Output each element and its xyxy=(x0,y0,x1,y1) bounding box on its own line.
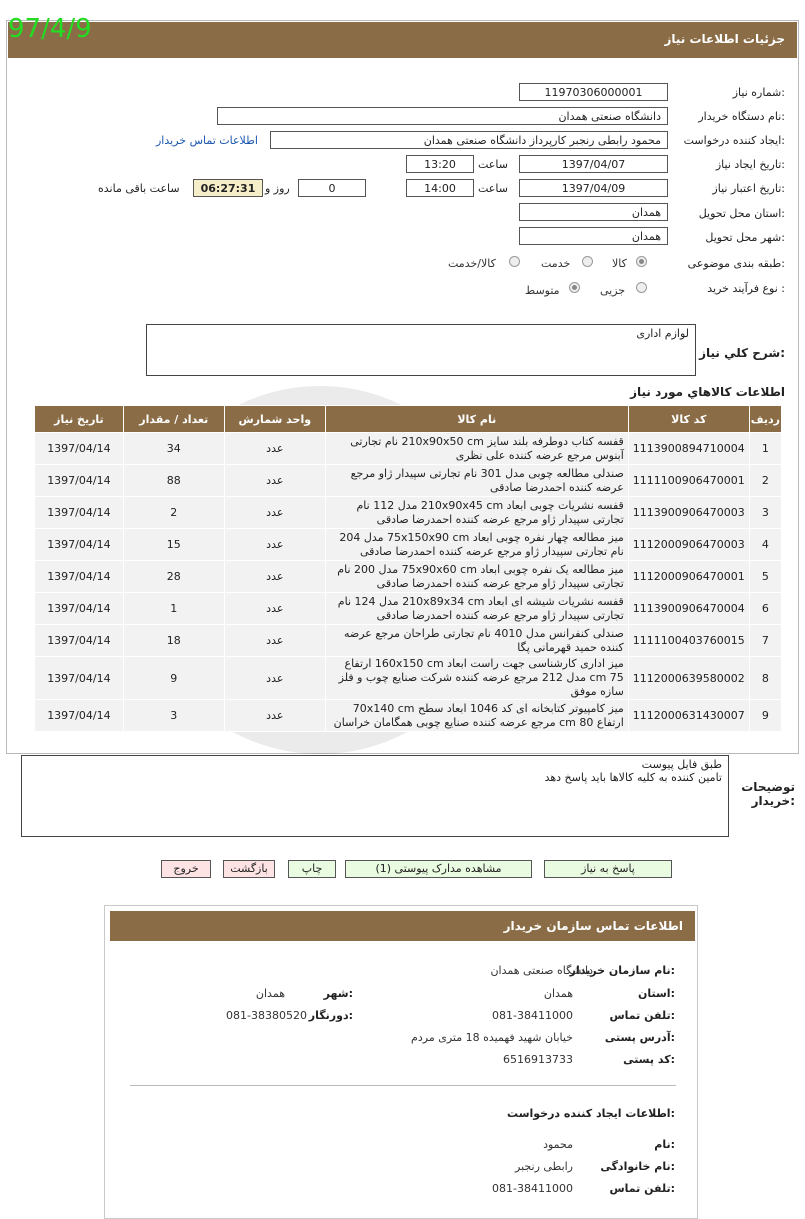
province-label: استان محل تحویل: xyxy=(698,207,785,220)
purchase-radio-minor[interactable] xyxy=(636,282,647,293)
panel-title: جزئیات اطلاعات نیاز xyxy=(664,32,785,46)
category-radio-service[interactable] xyxy=(582,256,593,267)
category-option-goods-service: کالا/خدمت xyxy=(448,257,496,270)
creator-first-name-value: محمود xyxy=(543,1138,573,1151)
item-need-date: 1397/04/14 xyxy=(35,497,124,529)
contact-phone-label: تلفن تماس: xyxy=(609,1009,675,1022)
item-unit: عدد xyxy=(224,465,325,497)
buyer-contact-link[interactable]: اطلاعات تماس خریدار xyxy=(156,134,258,147)
description-label: شرح کلي نياز: xyxy=(699,346,785,360)
contact-postal-value: 6516913733 xyxy=(503,1053,573,1066)
item-unit: عدد xyxy=(224,593,325,625)
contact-org-value: دانشگاه صنعتی همدان xyxy=(490,964,593,977)
items-table-header xyxy=(35,406,782,433)
date-stamp: 97/4/9 xyxy=(8,14,92,44)
respond-button[interactable]: پاسخ به نیاز xyxy=(544,860,672,878)
column-header-unit: واحد شمارش xyxy=(224,406,325,433)
back-button[interactable]: بازگشت xyxy=(223,860,275,878)
items-table xyxy=(34,405,782,732)
item-need-date: 1397/04/14 xyxy=(35,529,124,561)
view-attachments-button[interactable]: مشاهده مدارک پیوستی (1) xyxy=(345,860,532,878)
buyer-notes-label-line2: خریدار: xyxy=(751,794,795,808)
province-field: همدان xyxy=(519,203,668,221)
buyer-org-label: نام دستگاه خریدار: xyxy=(698,110,785,123)
remaining-label: ساعت باقی مانده xyxy=(98,182,180,195)
need-number-field: 11970306000001 xyxy=(519,83,668,101)
row-number: 5 xyxy=(749,561,781,593)
item-name: میز مطالعه چهار نفره چوبی ابعاد 75x150x90 cm مدل 204 نام تجارتی سپیدار ژاو مرجع عرضه کننده احمدرضا صادقی xyxy=(325,529,628,561)
row-number: 3 xyxy=(749,497,781,529)
item-code: 1113900894710004 xyxy=(628,433,749,465)
item-quantity: 9 xyxy=(123,657,224,700)
column-header-row-number: ردیف xyxy=(749,406,781,433)
item-need-date: 1397/04/14 xyxy=(35,625,124,657)
category-option-service: خدمت xyxy=(541,257,571,270)
buyer-notes-line1: طبق فایل پیوست xyxy=(641,758,722,771)
column-header-quantity: تعداد / مقدار xyxy=(123,406,224,433)
city-field: همدان xyxy=(519,227,668,245)
column-header-item-code: کد کالا xyxy=(628,406,749,433)
buyer-org-field: دانشگاه صنعتی همدان xyxy=(217,107,668,125)
creator-info-title: اطلاعات ایجاد کننده درخواست: xyxy=(507,1107,675,1120)
item-need-date: 1397/04/14 xyxy=(35,593,124,625)
item-quantity: 18 xyxy=(123,625,224,657)
contact-province-value: همدان xyxy=(543,987,573,1000)
row-number: 6 xyxy=(749,593,781,625)
contact-fax-label: دورنگار: xyxy=(308,1009,353,1022)
table-row xyxy=(35,625,782,657)
remaining-time-field: 06:27:31 xyxy=(193,179,263,197)
item-unit: عدد xyxy=(224,700,325,732)
category-radio-goods-service[interactable] xyxy=(509,256,520,267)
item-need-date: 1397/04/14 xyxy=(35,433,124,465)
contact-address-label: آدرس پستی: xyxy=(604,1031,675,1044)
item-quantity: 15 xyxy=(123,529,224,561)
item-quantity: 3 xyxy=(123,700,224,732)
row-number: 4 xyxy=(749,529,781,561)
table-row xyxy=(35,700,782,732)
valid-time-label: ساعت xyxy=(478,182,508,195)
buyer-contact-title: اطلاعات تماس سازمان خریدار xyxy=(503,919,683,933)
buyer-notes-textarea xyxy=(21,755,729,837)
contact-fax-value: 081-38380520 xyxy=(226,1009,307,1022)
item-quantity: 34 xyxy=(123,433,224,465)
contact-postal-label: کد پستی: xyxy=(623,1053,675,1066)
purchase-radio-medium[interactable] xyxy=(569,282,580,293)
creator-field: محمود رابطی رنجبر کارپرداز دانشگاه صنعتی همدان xyxy=(270,131,668,149)
item-name: صندلی مطالعه چوبی مدل 301 نام تجارتی سپیدار ژاو مرجع عرضه کننده احمدرضا صادقی xyxy=(325,465,628,497)
item-code: 1112000906470003 xyxy=(628,529,749,561)
item-unit: عدد xyxy=(224,625,325,657)
created-time-label: ساعت xyxy=(478,158,508,171)
contact-city-label: شهر: xyxy=(323,987,353,1000)
item-code: 1111100906470001 xyxy=(628,465,749,497)
row-number: 7 xyxy=(749,625,781,657)
buyer-notes-label-line1: توضیحات xyxy=(741,780,795,794)
exit-button[interactable]: خروج xyxy=(161,860,211,878)
category-option-goods: کالا xyxy=(612,257,627,270)
contact-address-value: خیابان شهید فهمیده 18 متری مردم xyxy=(411,1031,573,1044)
buyer-notes-label xyxy=(741,780,795,808)
item-name: میز مطالعه یک نفره چوبی ابعاد 75x90x60 cm مدل 200 نام تجارتی سپیدار ژاو مرجع عرضه کننده احمدرضا صادقی xyxy=(325,561,628,593)
item-name: قفسه کتاب دوطرفه بلند سایز 210x90x50 cm نام تجارتی آبنوس مرجع عرضه کننده علی نظری xyxy=(325,433,628,465)
item-code: 1113900906470004 xyxy=(628,593,749,625)
table-row xyxy=(35,561,782,593)
item-code: 1111100403760015 xyxy=(628,625,749,657)
item-name: میز کامپیوتر کتابخانه ای کد 1046 ابعاد سطح 70x140 cm ارتفاع 80 cm مرجع عرضه کننده صنایع چوبی همگامان خراسان xyxy=(325,700,628,732)
creator-label: ایجاد کننده درخواست: xyxy=(683,134,785,147)
days-label: روز و xyxy=(265,182,290,195)
item-name: قفسه نشریات چوبی ابعاد 210x90x45 cm مدل 112 نام تجارتی سپیدار ژاو مرجع عرضه کننده احمدرضا صادقی xyxy=(325,497,628,529)
valid-time-field: 14:00 xyxy=(406,179,474,197)
creator-phone-value: 081-38411000 xyxy=(492,1182,573,1195)
buyer-notes-line2: تامین کننده به کلیه کالاها باید پاسخ دهد xyxy=(544,771,722,784)
row-number: 9 xyxy=(749,700,781,732)
item-quantity: 2 xyxy=(123,497,224,529)
table-row xyxy=(35,433,782,465)
item-unit: عدد xyxy=(224,433,325,465)
contact-divider xyxy=(130,1085,676,1086)
contact-province-label: استان: xyxy=(637,987,675,1000)
item-need-date: 1397/04/14 xyxy=(35,561,124,593)
item-quantity: 28 xyxy=(123,561,224,593)
item-need-date: 1397/04/14 xyxy=(35,700,124,732)
item-quantity: 1 xyxy=(123,593,224,625)
items-section-title: اطلاعات كالاهاي مورد نياز xyxy=(630,385,785,399)
item-unit: عدد xyxy=(224,561,325,593)
contact-city-value: همدان xyxy=(255,987,285,1000)
city-label: شهر محل تحویل: xyxy=(705,231,785,244)
creator-first-name-label: نام: xyxy=(654,1138,675,1151)
row-number: 8 xyxy=(749,657,781,700)
table-row xyxy=(35,657,782,700)
buyer-contact-header xyxy=(110,911,695,941)
created-date-field: 1397/04/07 xyxy=(519,155,668,173)
purchase-option-minor: جزیی xyxy=(600,284,626,297)
item-code: 1112000631430007 xyxy=(628,700,749,732)
creator-last-name-value: رابطی رنجبر xyxy=(515,1160,573,1173)
item-need-date: 1397/04/14 xyxy=(35,465,124,497)
item-quantity: 88 xyxy=(123,465,224,497)
print-button[interactable]: چاپ xyxy=(288,860,336,878)
item-need-date: 1397/04/14 xyxy=(35,657,124,700)
row-number: 2 xyxy=(749,465,781,497)
row-number: 1 xyxy=(749,433,781,465)
item-name: صندلی کنفرانس مدل 4010 نام تجارتی طراحان مرجع عرضه کننده حمید قهرمانی پگا xyxy=(325,625,628,657)
category-radio-goods[interactable] xyxy=(636,256,647,267)
panel-header xyxy=(8,22,797,58)
contact-phone-value: 081-38411000 xyxy=(492,1009,573,1022)
valid-date-field: 1397/04/09 xyxy=(519,179,668,197)
table-row xyxy=(35,465,782,497)
purchase-type-label: نوع فرآیند خرید : xyxy=(707,282,785,295)
item-code: 1112000639580002 xyxy=(628,657,749,700)
column-header-need-date: تاریخ نیاز xyxy=(35,406,124,433)
need-number-label: شماره نیاز: xyxy=(732,86,785,99)
description-textarea: لوازم اداری xyxy=(146,324,696,376)
table-row xyxy=(35,529,782,561)
column-header-item-name: نام کالا xyxy=(325,406,628,433)
item-name: میز اداری کارشناسی جهت راست ابعاد 160x150 cm ارتفاع 75 cm مدل 212 مرجع عرضه کننده شرکت صنایع چوب و فلز سازه موفق xyxy=(325,657,628,700)
valid-date-label: تاریخ اعتبار نیاز: xyxy=(712,182,785,195)
contact-org-label: نام سازمان خریدار: xyxy=(569,964,675,977)
creator-phone-label: تلفن تماس: xyxy=(609,1182,675,1195)
item-unit: عدد xyxy=(224,657,325,700)
item-code: 1112000906470001 xyxy=(628,561,749,593)
table-row xyxy=(35,497,782,529)
table-row xyxy=(35,593,782,625)
purchase-option-medium: متوسط xyxy=(525,284,560,297)
category-label: طبقه بندی موضوعی: xyxy=(687,257,785,270)
created-date-label: تاریخ ایجاد نیاز: xyxy=(715,158,785,171)
created-time-field: 13:20 xyxy=(406,155,474,173)
item-unit: عدد xyxy=(224,529,325,561)
item-unit: عدد xyxy=(224,497,325,529)
creator-last-name-label: نام خانوادگی: xyxy=(600,1160,675,1173)
item-code: 1113900906470003 xyxy=(628,497,749,529)
remaining-days-field: 0 xyxy=(298,179,366,197)
item-name: قفسه نشریات شیشه ای ابعاد 210x89x34 cm مدل 124 نام تجارتی سپیدار ژاو مرجع عرضه کننده احمدرضا صادقی xyxy=(325,593,628,625)
